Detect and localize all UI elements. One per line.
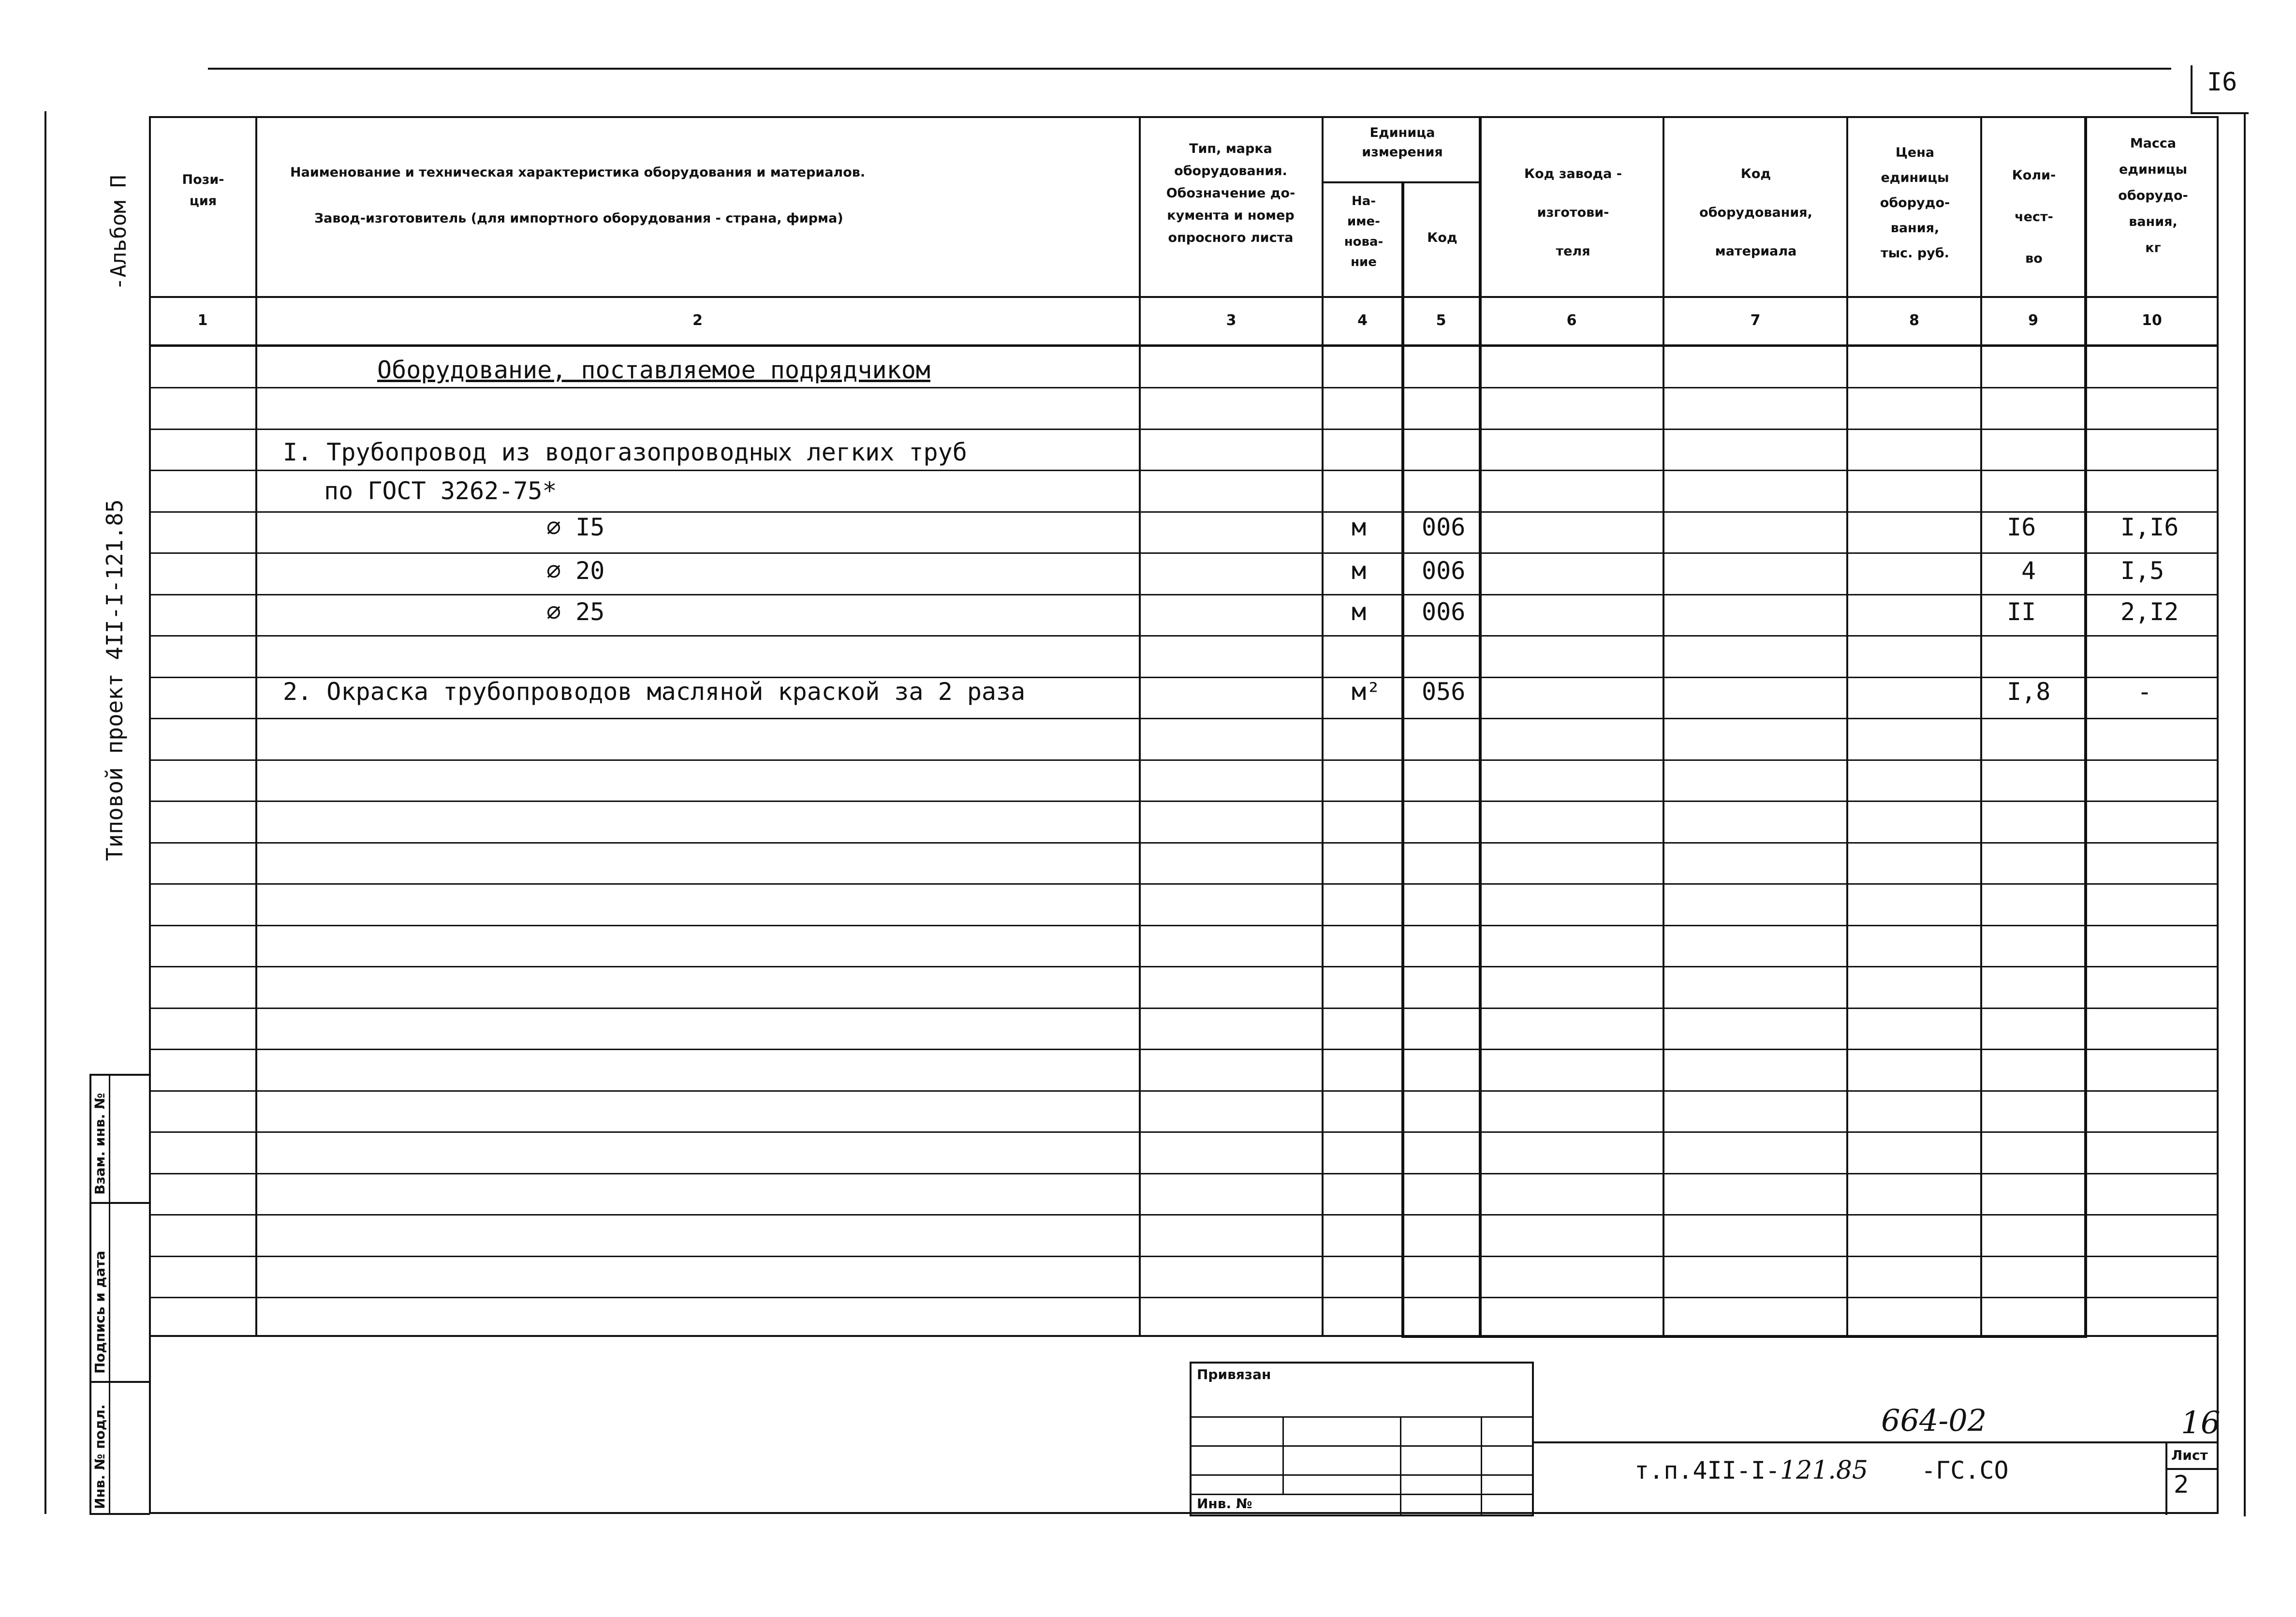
colnum-6: 6: [1566, 312, 1577, 329]
header-mass: Масса единицы оборудо- вания, кг: [2118, 136, 2188, 255]
row-rule: [149, 511, 2219, 513]
section-title: Оборудование, поставляемое подрядчиком: [377, 356, 930, 384]
vline-7: [1846, 116, 1848, 1335]
row-6-code: 056: [1422, 678, 1466, 706]
row-rule: [149, 1214, 2219, 1216]
stamp-div2: [89, 1381, 150, 1383]
colnum-5: 5: [1436, 312, 1446, 329]
stamp-left-border: [89, 1074, 91, 1514]
designation-suffix: -ГС.СО: [1921, 1456, 2009, 1484]
stamp-inv-podl-label: Инв. № подл.: [92, 1404, 108, 1509]
corner-box-bottom: [2191, 112, 2249, 114]
row-4-mass: I,5: [2120, 557, 2164, 585]
row-rule: [149, 801, 2219, 802]
row-rule: [149, 1173, 2219, 1174]
table-bottom: [149, 1335, 2219, 1337]
colnum-bottom: [149, 344, 2219, 347]
header-price: Цена единицы оборудо- вания, тыс. руб.: [1880, 145, 1950, 261]
stamp-mid-line: [109, 1074, 110, 1514]
row-rule: [149, 842, 2219, 844]
row-6-mass: -: [2137, 678, 2152, 706]
header-name-line1: Наименование и техническая характеристика оборудования и материалов.: [290, 165, 866, 180]
tb-h2: [1190, 1445, 1534, 1447]
row-rule: [149, 387, 2219, 388]
row-rule: [149, 1008, 2219, 1009]
project-label: Типовой проект 4II-I-121.85: [102, 499, 128, 861]
row-3-mass: I,I6: [2120, 513, 2179, 541]
vline-3: [1322, 116, 1324, 1335]
vline-2: [1139, 116, 1141, 1335]
corner-box-left: [2191, 65, 2193, 114]
row-4-qty: 4: [2021, 557, 2036, 585]
row-rule: [149, 718, 2219, 719]
row-rule: [149, 429, 2219, 430]
header-factory-code: Код завода - изготови- теля: [1524, 166, 1622, 259]
stamp-top: [89, 1074, 150, 1076]
vline-9: [2084, 116, 2087, 1337]
colnum-2: 2: [692, 312, 703, 329]
row-3-qty: I6: [2007, 513, 2036, 541]
row-rule: [149, 966, 2219, 967]
vline-6: [1663, 116, 1664, 1335]
row-rule: [149, 635, 2219, 637]
header-equipment-code: Код оборудования, материала: [1699, 166, 1812, 259]
colnum-9: 9: [2028, 312, 2038, 329]
row-5-code: 006: [1422, 598, 1466, 626]
colnum-4: 4: [1357, 312, 1368, 329]
row-rule: [149, 883, 2219, 885]
row-rule: [149, 759, 2219, 761]
header-quantity: Коли- чест- во: [2012, 168, 2056, 266]
row-3-code: 006: [1422, 513, 1466, 541]
colnum-7: 7: [1750, 312, 1761, 329]
row-rule: [149, 1297, 2219, 1298]
list-label: Лист: [2171, 1447, 2208, 1463]
stamp-bottom: [89, 1513, 150, 1515]
row-rule: [149, 1049, 2219, 1050]
header-name-line2: Завод-изготовитель (для импортного оборудования - страна, фирма): [314, 211, 843, 226]
header-position: Пози- ция: [182, 172, 224, 208]
header-bottom: [149, 296, 2219, 298]
designation-hand: 121.85: [1780, 1456, 1868, 1485]
handwritten-code: 664-02: [1881, 1403, 1987, 1438]
row-2-name: по ГОСТ 3262-75*: [324, 477, 557, 505]
row-rule: [149, 1090, 2219, 1092]
row-3-name: ⌀ I5: [546, 513, 605, 541]
row-6-name: 2. Окраска трубопроводов масляной краской за 2 раза: [283, 678, 1026, 706]
list-value: 2: [2174, 1470, 2189, 1498]
row-5-mass: 2,I2: [2120, 598, 2179, 626]
row-4-unit: м: [1352, 557, 1367, 585]
row-3-unit: м: [1352, 513, 1367, 541]
colnum-1: 1: [197, 312, 208, 329]
designation: [1634, 1456, 2009, 1485]
header-unit: Единица измерения: [1362, 125, 1443, 160]
row-4-name: ⌀ 20: [546, 557, 605, 585]
inv-no-label: Инв. №: [1197, 1496, 1252, 1512]
row-4-code: 006: [1422, 557, 1466, 585]
tb-h1: [1190, 1416, 1534, 1418]
row-rule: [149, 552, 2219, 554]
tb-v2: [1400, 1416, 1401, 1516]
row-rule: [149, 1131, 2219, 1133]
row-1-name: I. Трубопровод из водогазопроводных легких труб: [283, 438, 967, 466]
album-label: -Альбом П: [106, 175, 131, 290]
row-rule: [149, 1256, 2219, 1257]
privyazan-label: Привязан: [1197, 1366, 1271, 1382]
tb-v1: [1282, 1416, 1284, 1494]
stamp-vzam-label: Взам. инв. №: [92, 1093, 108, 1195]
colnum-8: 8: [1909, 312, 1919, 329]
row-6-unit: м²: [1352, 678, 1381, 706]
side-tick-left: [44, 111, 46, 1514]
row-5-unit: м: [1352, 598, 1367, 626]
sheet-corner-number: I6: [2207, 68, 2237, 97]
tb-v3: [1481, 1416, 1482, 1516]
header-unit-code: Код: [1427, 230, 1457, 245]
list-box-divider: [2165, 1468, 2219, 1470]
header-type: Тип, марка оборудования. Обозначение до- кумента и номер опросного листа: [1166, 141, 1295, 245]
stamp-div1: [89, 1202, 150, 1204]
handwritten-sheet: 16: [2181, 1405, 2221, 1441]
header-unit-name: На- име- нова- ние: [1344, 194, 1383, 269]
tb-h4: [1190, 1494, 1534, 1495]
tb-designation-top: [1534, 1441, 2219, 1443]
designation-prefix: т.п.4II-I-: [1634, 1456, 1781, 1484]
top-border-line: [208, 68, 2171, 70]
vline-1: [255, 116, 257, 1335]
unit-group-divider: [1322, 181, 1481, 183]
row-rule: [149, 594, 2219, 595]
row-6-qty: I,8: [2007, 678, 2051, 706]
frame-right-outer: [2244, 114, 2246, 1516]
row-5-qty: II: [2007, 598, 2036, 626]
tb-h3: [1190, 1474, 1534, 1476]
row-rule: [149, 470, 2219, 471]
title-block-privyazan-box: [1190, 1362, 1534, 1516]
stamp-podpis-label: Подпись и дата: [92, 1250, 108, 1374]
colnum-10: 10: [2142, 312, 2162, 329]
row-rule: [149, 925, 2219, 926]
vline-8: [1980, 116, 1982, 1335]
vline-5: [1479, 116, 1482, 1337]
colnum-3: 3: [1226, 312, 1236, 329]
row-5-name: ⌀ 25: [546, 598, 605, 626]
